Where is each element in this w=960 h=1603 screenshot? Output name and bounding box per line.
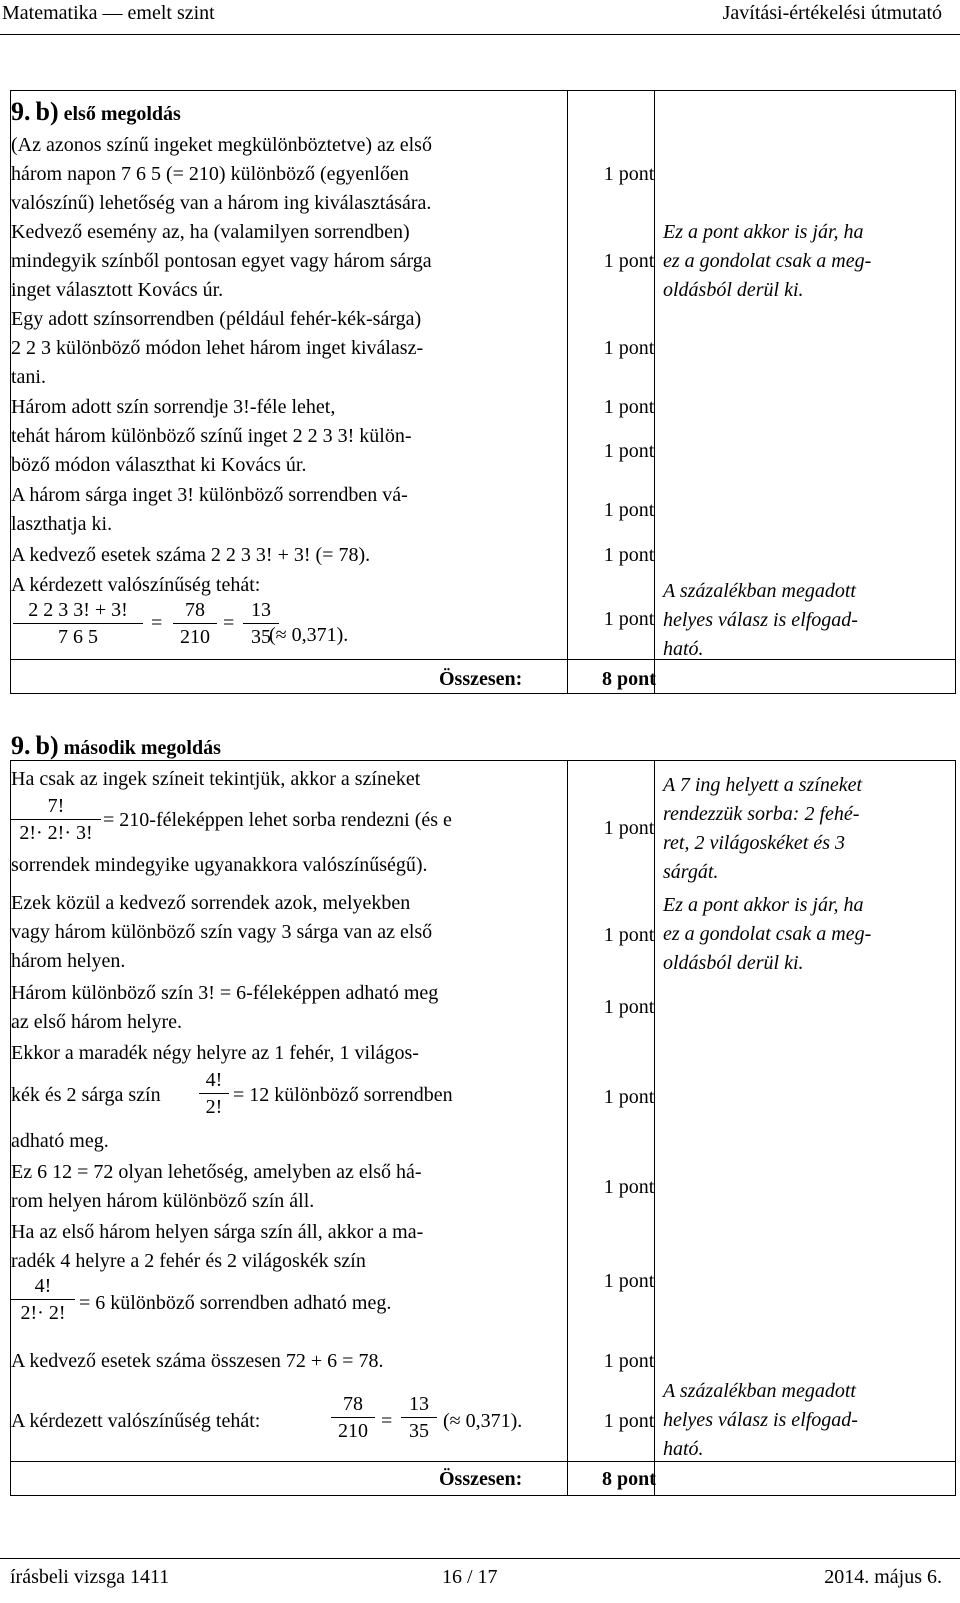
text-line: inget választott Kovács úr.: [11, 279, 224, 301]
approx-value: (≈ 0,371).: [443, 1410, 523, 1432]
text-line: = 6 különböző sorrendben adható meg.: [79, 1292, 392, 1314]
comment: ret, 2 világoskéket és 3: [663, 832, 845, 854]
page-header: [0, 0, 960, 30]
footer-rule: [0, 1558, 960, 1559]
comment: A százalékban megadott: [663, 1380, 856, 1402]
col-divider: [567, 761, 568, 1495]
text-line: böző módon választhat ki Kovács úr.: [11, 454, 307, 476]
text-line: adható meg.: [11, 1130, 109, 1152]
text-line: A kedvező esetek száma 2 2 3 3! + 3! (= 78).: [11, 544, 371, 566]
fraction: $\frac{78}{210}$: [331, 1391, 375, 1444]
text-line: Ez 6 12 = 72 olyan lehetőség, amelyben az első há-: [11, 1161, 422, 1183]
col-divider: [567, 91, 568, 693]
text-line: A három sárga inget 3! különböző sorrendben vá-: [11, 484, 408, 506]
point-value: 1 pont: [603, 396, 655, 418]
footer-page-number: 16 / 17: [442, 1566, 498, 1588]
equals: =: [151, 612, 163, 634]
header-left: Matematika — emelt szint: [2, 2, 215, 24]
text-line: tani.: [11, 366, 46, 388]
row-divider: [11, 1461, 955, 1462]
header-rule: [0, 34, 960, 35]
comment: ez a gondolat csak a meg-: [663, 923, 872, 945]
text-line: az első három helyre.: [11, 1011, 183, 1033]
text-line: Ha az első három helyen sárga szín áll, akkor a ma-: [11, 1221, 424, 1243]
comment: helyes válasz is elfogad-: [663, 609, 858, 631]
text-line: vagy három különböző szín vagy 3 sárga van az első: [11, 921, 433, 943]
footer-left: írásbeli vizsga 1411: [10, 1566, 170, 1588]
text-line: Három különböző szín 3! = 6-féleképpen adható meg: [11, 982, 439, 1004]
point-value: 1 pont: [603, 163, 655, 185]
text-line: Kedvező esemény az, ha (valamilyen sorrendben): [11, 221, 410, 243]
text-line: A kedvező esetek száma összesen 72 + 6 = 78.: [11, 1350, 384, 1372]
text-line: kék és 2 sárga szín: [11, 1084, 161, 1106]
point-value: 1 pont: [603, 1350, 655, 1372]
header-right: Javítási-értékelési útmutató: [722, 2, 942, 24]
text-line: három napon 7 6 5 (= 210) különböző (egyenlően: [11, 163, 409, 185]
point-value: 1 pont: [603, 817, 655, 839]
comment: Ez a pont akkor is jár, ha: [663, 221, 864, 243]
text-line: Ezek közül a kedvező sorrendek azok, melyekben: [11, 892, 411, 914]
text-line: tehát három különböző színű inget 2 2 3 3! külön-: [11, 425, 412, 447]
text-line: radék 4 helyre a 2 fehér és 2 világoskék szín: [11, 1250, 366, 1272]
fraction: $\frac{7!}{2!\cdot 2!\cdot 3!}$: [11, 793, 101, 846]
text-line: laszthatja ki.: [11, 513, 113, 535]
text-line: három helyen.: [11, 950, 126, 972]
fraction: $\frac{13}{35}$: [243, 597, 279, 650]
equals: =: [381, 1410, 393, 1432]
point-value: 1 pont: [603, 499, 655, 521]
point-value: 1 pont: [603, 924, 655, 946]
comment: rendezzük sorba: 2 fehé-: [663, 803, 860, 825]
text-line: Ha csak az ingek színeit tekintjük, akkor a színeket: [11, 768, 421, 790]
text-line: sorrendek mindegyike ugyanakkora valószínűségű).: [11, 854, 428, 876]
fraction: $\frac{78}{210}$: [173, 597, 217, 650]
text-line: A kérdezett valószínűség tehát:: [11, 1410, 261, 1432]
point-value: 1 pont: [603, 1270, 655, 1292]
comment: ható.: [663, 1438, 704, 1460]
point-value: 1 pont: [603, 1176, 655, 1198]
fraction: $\frac{4!}{2!\cdot 2!}$: [11, 1273, 75, 1326]
text-line: Három adott szín sorrendje 3!-féle lehet,: [11, 396, 336, 418]
fraction: $\frac{4!}{2!}$: [199, 1067, 229, 1120]
text-line: = 210-féleképpen lehet sorba rendezni (és e: [103, 809, 452, 831]
text-line: = 12 különböző sorrendben: [233, 1084, 453, 1106]
solution-1-table: [10, 90, 956, 694]
text-line: (Az azonos színű ingeket megkülönböztetve) az első: [11, 134, 432, 156]
text-line: 2 2 3 különböző módon lehet három inget kiválasz-: [11, 337, 424, 359]
point-value: 1 pont: [603, 1086, 655, 1108]
point-value: 1 pont: [603, 608, 655, 630]
point-value: 1 pont: [603, 544, 655, 566]
text-line: mindegyik színből pontosan egyet vagy három sárga: [11, 250, 432, 272]
comment: A 7 ing helyett a színeket: [663, 774, 863, 796]
comment: oldásból derül ki.: [663, 279, 804, 301]
row-divider: [11, 659, 955, 660]
point-value: 1 pont: [603, 250, 655, 272]
text-line: Ekkor a maradék négy helyre az 1 fehér, 1 világos-: [11, 1042, 419, 1064]
comment: ható.: [663, 638, 704, 660]
total-points: 8 pont: [602, 668, 656, 690]
fraction: $\frac{13}{35}$: [401, 1391, 437, 1444]
point-value: 1 pont: [603, 337, 655, 359]
section-title: 9. b) második megoldás: [11, 731, 221, 760]
text-line: valószínű) lehetőség van a három ing kiválasztására.: [11, 192, 432, 214]
comment: Ez a pont akkor is jár, ha: [663, 894, 864, 916]
comment: ez a gondolat csak a meg-: [663, 250, 872, 272]
comment: A százalékban megadott: [663, 580, 856, 602]
solution-2-table: [10, 731, 956, 1496]
point-value: 1 pont: [603, 996, 655, 1018]
approx-value: (≈ 0,371).: [269, 624, 349, 646]
text-line: Egy adott színsorrendben (például fehér-kék-sárga): [11, 308, 422, 330]
comment: oldásból derül ki.: [663, 952, 804, 974]
text-line: A kérdezett valószínűség tehát:: [11, 574, 261, 596]
fraction: $\frac{2 2 3 3! + 3!}{7 6 5}$: [13, 597, 143, 650]
page-footer: [0, 1560, 960, 1590]
total-label: Összesen:: [439, 668, 523, 690]
text-line: rom helyen három különböző szín áll.: [11, 1190, 315, 1212]
comment: sárgát.: [663, 861, 719, 883]
comment: helyes válasz is elfogad-: [663, 1409, 858, 1431]
equals: =: [223, 612, 235, 634]
total-points: 8 pont: [602, 1468, 656, 1490]
footer-date: 2014. május 6.: [824, 1566, 942, 1588]
col-divider: [654, 761, 655, 1495]
total-label: Összesen:: [439, 1468, 523, 1490]
point-value: 1 pont: [603, 1410, 655, 1432]
point-value: 1 pont: [603, 440, 655, 462]
section-title: 9. b) első megoldás: [11, 97, 181, 126]
